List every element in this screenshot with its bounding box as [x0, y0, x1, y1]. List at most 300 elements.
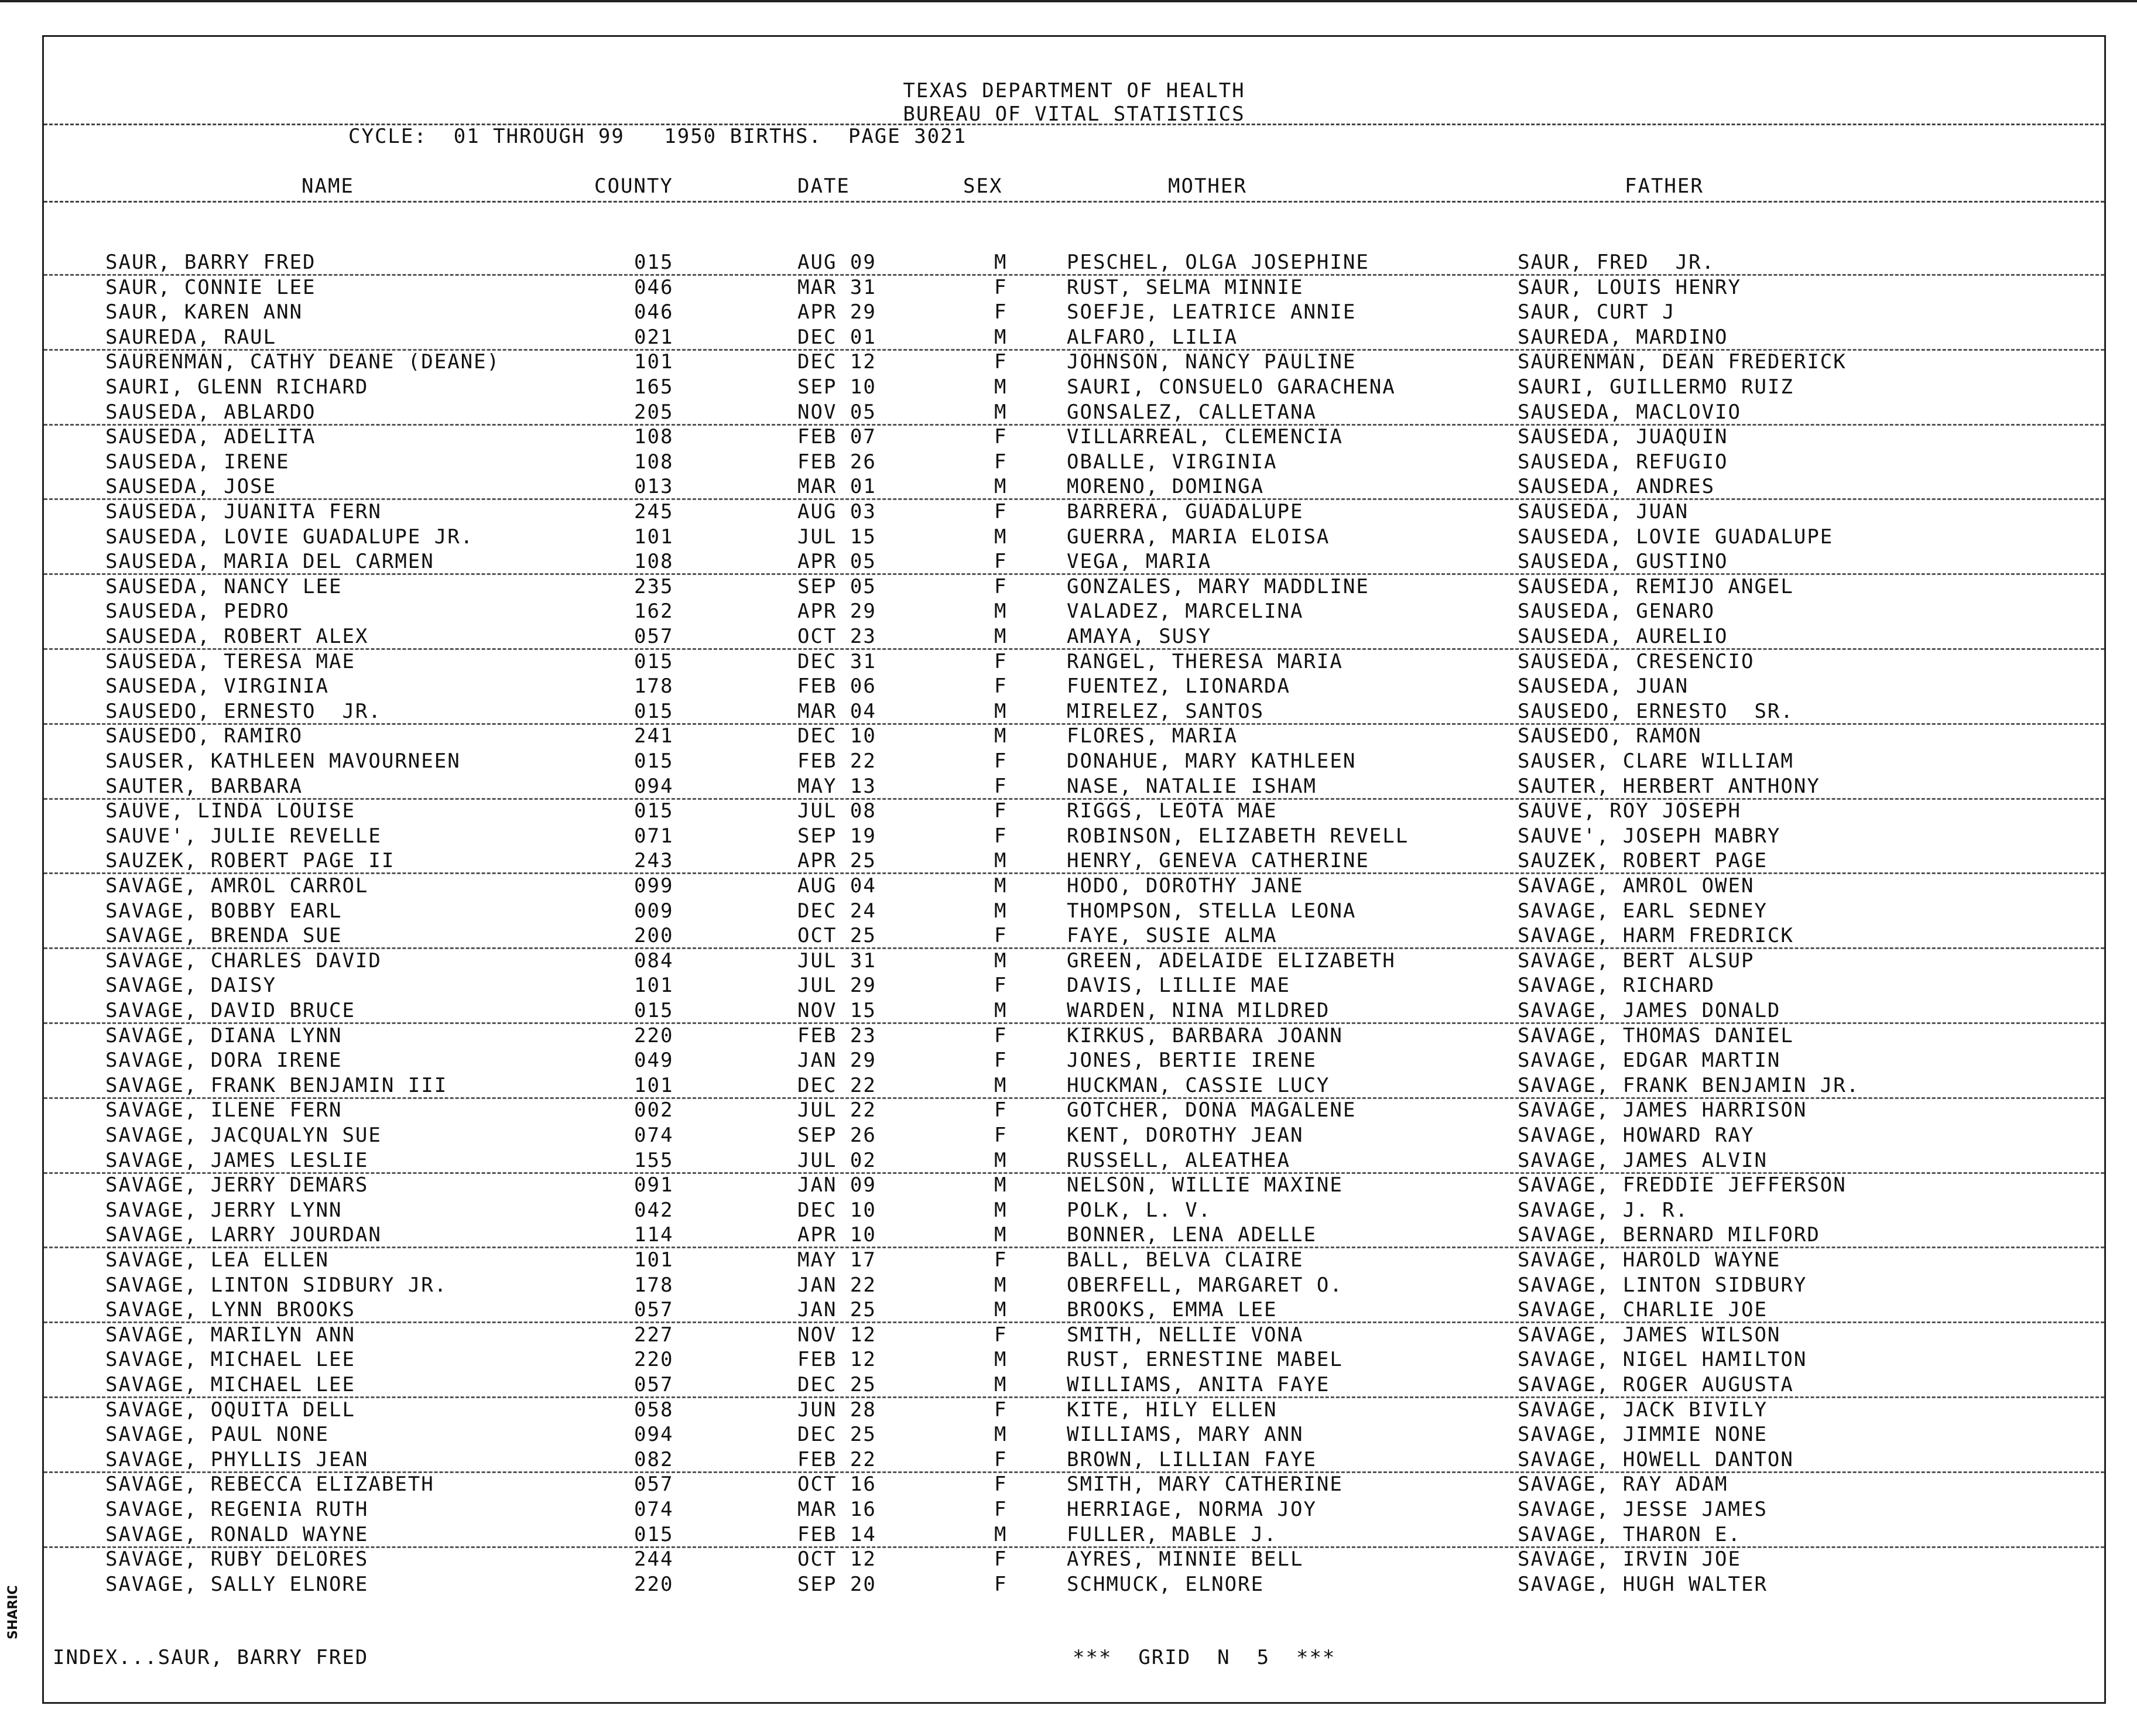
cell-father: SAVAGE, LINTON SIDBURY: [1518, 1273, 1807, 1297]
document-frame: [42, 35, 2106, 1704]
cell-name: SAUSEDA, ABLARDO: [105, 400, 316, 424]
cell-mother: VALADEZ, MARCELINA: [1067, 600, 1304, 624]
cell-county: 049: [634, 1049, 674, 1073]
cell-name: SAVAGE, CHARLES DAVID: [105, 949, 382, 973]
cell-county: 165: [634, 375, 674, 399]
cell-mother: AYRES, MINNIE BELL: [1067, 1547, 1304, 1571]
cell-father: SAVAGE, EDGAR MARTIN: [1518, 1049, 1781, 1073]
cell-father: SAVAGE, BERNARD MILFORD: [1518, 1223, 1820, 1247]
cell-name: SAVAGE, JERRY DEMARS: [105, 1173, 369, 1197]
cell-name: SAVAGE, JAMES LESLIE: [105, 1148, 369, 1172]
cell-name: SAUSEDA, LOVIE GUADALUPE JR.: [105, 525, 474, 549]
cell-father: SAVAGE, CHARLIE JOE: [1518, 1298, 1768, 1322]
cell-mother: BONNER, LENA ADELLE: [1067, 1223, 1317, 1247]
cell-county: 094: [634, 774, 674, 798]
cell-county: 074: [634, 1498, 674, 1521]
cell-county: 057: [634, 1298, 674, 1322]
cell-name: SAUSEDA, VIRGINIA: [105, 674, 329, 698]
table-row: [44, 650, 2104, 674]
cell-father: SAUREDA, MARDINO: [1518, 325, 1728, 349]
table-row: [44, 674, 2104, 699]
cell-father: SAUSEDA, JUAN: [1518, 500, 1689, 523]
cell-county: 015: [634, 699, 674, 723]
cell-mother: NASE, NATALIE ISHAM: [1067, 774, 1317, 798]
table-row: [44, 1149, 2104, 1173]
cell-county: 015: [634, 799, 674, 823]
cell-name: SAVAGE, BRENDA SUE: [105, 924, 343, 948]
cell-sex: M: [994, 375, 1008, 399]
table-row: [44, 450, 2104, 475]
table-row: [44, 1547, 2104, 1572]
cell-mother: FUENTEZ, LIONARDA: [1067, 674, 1290, 698]
cell-name: SAVAGE, OQUITA DELL: [105, 1398, 355, 1422]
table-row: [44, 1173, 2104, 1198]
cell-county: 042: [634, 1198, 674, 1222]
table-row: [44, 400, 2104, 425]
cell-date: FEB 23: [797, 1023, 876, 1047]
column-header-father: FATHER: [1625, 174, 1704, 198]
cell-father: SAUSEDA, AURELIO: [1518, 625, 1728, 648]
cell-date: DEC 12: [797, 350, 876, 374]
cell-father: SAVAGE, FRANK BENJAMIN JR.: [1518, 1073, 1860, 1097]
cell-date: FEB 14: [797, 1522, 876, 1546]
cell-date: SEP 19: [797, 824, 876, 848]
cell-name: SAVAGE, JERRY LYNN: [105, 1198, 343, 1222]
cell-father: SAUSEDA, REFUGIO: [1518, 450, 1728, 474]
cell-name: SAUSEDA, PEDRO: [105, 600, 290, 624]
cell-sex: F: [994, 425, 1008, 449]
cell-father: SAVAGE, EARL SEDNEY: [1518, 899, 1768, 923]
table-row: [44, 276, 2104, 300]
cell-county: 101: [634, 1073, 674, 1097]
cell-date: DEC 10: [797, 1198, 876, 1222]
cell-father: SAVAGE, JAMES WILSON: [1518, 1323, 1781, 1347]
cell-father: SAUSER, CLARE WILLIAM: [1518, 749, 1794, 773]
cell-name: SAUSEDA, TERESA MAE: [105, 649, 355, 673]
cell-name: SAUSEDA, ADELITA: [105, 425, 316, 449]
cell-name: SAUR, KAREN ANN: [105, 300, 303, 324]
cell-county: 021: [634, 325, 674, 349]
cell-county: 101: [634, 974, 674, 998]
cell-mother: NELSON, WILLIE MAXINE: [1067, 1173, 1343, 1197]
cell-county: 178: [634, 1273, 674, 1297]
table-row: [44, 1298, 2104, 1323]
cell-date: SEP 05: [797, 574, 876, 598]
cell-sex: F: [994, 300, 1008, 324]
cell-county: 009: [634, 899, 674, 923]
cell-mother: PESCHEL, OLGA JOSEPHINE: [1067, 251, 1369, 274]
table-row: [44, 799, 2104, 824]
cell-father: SAUR, FRED JR.: [1518, 251, 1715, 274]
cell-name: SAUSER, KATHLEEN MAVOURNEEN: [105, 749, 461, 773]
cell-county: 015: [634, 749, 674, 773]
table-row: [44, 899, 2104, 924]
cell-name: SAVAGE, DAISY: [105, 974, 277, 998]
cell-father: SAVAGE, JESSE JAMES: [1518, 1498, 1768, 1521]
cell-date: DEC 25: [797, 1423, 876, 1447]
cell-county: 108: [634, 425, 674, 449]
cell-father: SAUZEK, ROBERT PAGE: [1518, 849, 1768, 873]
column-header-rule: [44, 201, 2104, 203]
cell-name: SAUSEDA, NANCY LEE: [105, 574, 343, 598]
cell-name: SAUSEDO, ERNESTO JR.: [105, 699, 382, 723]
cell-father: SAUTER, HERBERT ANTHONY: [1518, 774, 1820, 798]
cell-name: SAVAGE, LINTON SIDBURY JR.: [105, 1273, 448, 1297]
cell-mother: KENT, DOROTHY JEAN: [1067, 1124, 1304, 1147]
cell-sex: F: [994, 824, 1008, 848]
cell-father: SAURENMAN, DEAN FREDERICK: [1518, 350, 1847, 374]
cell-sex: F: [994, 974, 1008, 998]
table-row: [44, 974, 2104, 998]
cell-date: MAR 01: [797, 475, 876, 499]
cell-mother: SMITH, MARY CATHERINE: [1067, 1473, 1343, 1497]
cell-sex: F: [994, 1398, 1008, 1422]
cell-father: SAVAGE, JAMES DONALD: [1518, 999, 1781, 1022]
cell-father: SAUSEDA, LOVIE GUADALUPE: [1518, 525, 1834, 549]
cell-mother: SCHMUCK, ELNORE: [1067, 1572, 1265, 1596]
cell-mother: JONES, BERTIE IRENE: [1067, 1049, 1317, 1073]
cell-mother: KIRKUS, BARBARA JOANN: [1067, 1023, 1343, 1047]
cell-sex: F: [994, 1572, 1008, 1596]
cell-father: SAUSEDA, MACLOVIO: [1518, 400, 1741, 424]
cell-date: OCT 23: [797, 625, 876, 648]
cell-sex: M: [994, 1298, 1008, 1322]
table-row: [44, 625, 2104, 649]
cell-date: NOV 15: [797, 999, 876, 1022]
cell-mother: RIGGS, LEOTA MAE: [1067, 799, 1278, 823]
cell-name: SAVAGE, LARRY JOURDAN: [105, 1223, 382, 1247]
cell-date: SEP 10: [797, 375, 876, 399]
cell-county: 058: [634, 1398, 674, 1422]
table-row: [44, 924, 2104, 949]
cell-date: JAN 25: [797, 1298, 876, 1322]
table-row: [44, 1398, 2104, 1423]
cell-mother: ALFARO, LILIA: [1067, 325, 1238, 349]
cell-father: SAVAGE, RICHARD: [1518, 974, 1715, 998]
cell-county: 057: [634, 1373, 674, 1396]
cell-county: 099: [634, 874, 674, 898]
table-row: [44, 849, 2104, 874]
cell-mother: RUST, ERNESTINE MABEL: [1067, 1348, 1343, 1372]
table-row: [44, 724, 2104, 749]
cell-mother: HENRY, GENEVA CATHERINE: [1067, 849, 1369, 873]
table-row: [44, 1423, 2104, 1447]
cell-date: FEB 07: [797, 425, 876, 449]
cell-sex: M: [994, 525, 1008, 549]
cell-date: DEC 01: [797, 325, 876, 349]
grid-footer: *** GRID N 5 ***: [1073, 1646, 1336, 1669]
cell-name: SAVAGE, BOBBY EARL: [105, 899, 343, 923]
cell-sex: F: [994, 1248, 1008, 1272]
cell-county: 220: [634, 1023, 674, 1047]
bureau-title: BUREAU OF VITAL STATISTICS: [903, 102, 1245, 126]
cell-father: SAVAGE, JIMMIE NONE: [1518, 1423, 1768, 1447]
cell-county: 235: [634, 574, 674, 598]
cell-father: SAUSEDA, JUAQUIN: [1518, 425, 1728, 449]
cell-mother: WILLIAMS, MARY ANN: [1067, 1423, 1304, 1447]
cell-date: MAY 17: [797, 1248, 876, 1272]
cell-date: JUL 29: [797, 974, 876, 998]
cell-date: FEB 22: [797, 1447, 876, 1471]
cell-father: SAVAGE, THARON E.: [1518, 1522, 1741, 1546]
cell-date: JUL 22: [797, 1098, 876, 1122]
cell-father: SAUR, CURT J: [1518, 300, 1676, 324]
cell-sex: F: [994, 1049, 1008, 1073]
cell-sex: F: [994, 1124, 1008, 1147]
column-header-mother: MOTHER: [1168, 174, 1247, 198]
cell-county: 082: [634, 1447, 674, 1471]
cell-sex: F: [994, 1473, 1008, 1497]
cell-name: SAUSEDA, IRENE: [105, 450, 290, 474]
cell-sex: F: [994, 1323, 1008, 1347]
cell-name: SAVAGE, RONALD WAYNE: [105, 1522, 369, 1546]
cell-county: 084: [634, 949, 674, 973]
cell-mother: DAVIS, LILLIE MAE: [1067, 974, 1290, 998]
cell-mother: FAYE, SUSIE ALMA: [1067, 924, 1278, 948]
cell-date: OCT 16: [797, 1473, 876, 1497]
table-row: [44, 1573, 2104, 1597]
cell-name: SAUVE', JULIE REVELLE: [105, 824, 382, 848]
cell-county: 013: [634, 475, 674, 499]
cell-mother: VEGA, MARIA: [1067, 550, 1212, 574]
table-row: [44, 700, 2104, 724]
cell-father: SAUR, LOUIS HENRY: [1518, 275, 1741, 299]
cell-date: JAN 29: [797, 1049, 876, 1073]
cell-mother: GONZALES, MARY MADDLINE: [1067, 574, 1369, 598]
cell-sex: M: [994, 1348, 1008, 1372]
cell-sex: F: [994, 1498, 1008, 1521]
cell-date: JUL 02: [797, 1148, 876, 1172]
cell-sex: M: [994, 1148, 1008, 1172]
cell-sex: F: [994, 649, 1008, 673]
cell-mother: DONAHUE, MARY KATHLEEN: [1067, 749, 1357, 773]
cell-father: SAVAGE, BERT ALSUP: [1518, 949, 1755, 973]
cell-name: SAVAGE, PHYLLIS JEAN: [105, 1447, 369, 1471]
table-row: [44, 1199, 2104, 1223]
cell-sex: F: [994, 275, 1008, 299]
cell-county: 220: [634, 1348, 674, 1372]
cell-mother: VILLARREAL, CLEMENCIA: [1067, 425, 1343, 449]
cell-sex: F: [994, 350, 1008, 374]
index-footer: INDEX...SAUR, BARRY FRED: [53, 1646, 369, 1669]
cell-county: 046: [634, 275, 674, 299]
cell-name: SAUSEDA, MARIA DEL CARMEN: [105, 550, 434, 574]
cell-name: SAURI, GLENN RICHARD: [105, 375, 369, 399]
cell-name: SAVAGE, AMROL CARROL: [105, 874, 369, 898]
cell-father: SAVAGE, HAROLD WAYNE: [1518, 1248, 1781, 1272]
cell-county: 071: [634, 824, 674, 848]
cell-sex: M: [994, 625, 1008, 648]
cell-mother: SMITH, NELLIE VONA: [1067, 1323, 1304, 1347]
cell-mother: RANGEL, THERESA MARIA: [1067, 649, 1343, 673]
table-row: [44, 775, 2104, 799]
cell-father: SAUSEDA, ANDRES: [1518, 475, 1715, 499]
cell-mother: OBERFELL, MARGARET O.: [1067, 1273, 1343, 1297]
cell-sex: M: [994, 600, 1008, 624]
cell-county: 178: [634, 674, 674, 698]
cell-date: AUG 03: [797, 500, 876, 523]
cell-county: 108: [634, 550, 674, 574]
cell-father: SAUSEDA, GENARO: [1518, 600, 1715, 624]
cell-name: SAVAGE, MARILYN ANN: [105, 1323, 355, 1347]
cell-date: MAR 04: [797, 699, 876, 723]
cell-father: SAVAGE, IRVIN JOE: [1518, 1547, 1741, 1571]
cell-father: SAVAGE, JAMES ALVIN: [1518, 1148, 1768, 1172]
cell-county: 091: [634, 1173, 674, 1197]
cell-mother: FLORES, MARIA: [1067, 724, 1238, 748]
cell-date: SEP 26: [797, 1124, 876, 1147]
column-header-date: DATE: [797, 174, 850, 198]
table-row: [44, 375, 2104, 400]
cell-county: 002: [634, 1098, 674, 1122]
side-mark: SHARIC: [6, 1585, 20, 1639]
table-row: [44, 575, 2104, 600]
table-row: [44, 1498, 2104, 1522]
cell-sex: F: [994, 924, 1008, 948]
cell-mother: BARRERA, GUADALUPE: [1067, 500, 1304, 523]
cell-date: DEC 25: [797, 1373, 876, 1396]
cell-county: 243: [634, 849, 674, 873]
cell-date: AUG 09: [797, 251, 876, 274]
cell-sex: F: [994, 1547, 1008, 1571]
cell-sex: M: [994, 899, 1008, 923]
cell-date: AUG 04: [797, 874, 876, 898]
cell-sex: F: [994, 674, 1008, 698]
cell-mother: MORENO, DOMINGA: [1067, 475, 1265, 499]
column-header-name: NAME: [302, 174, 354, 198]
table-row: [44, 1448, 2104, 1473]
cell-mother: HUCKMAN, CASSIE LUCY: [1067, 1073, 1330, 1097]
cell-name: SAVAGE, RUBY DELORES: [105, 1547, 369, 1571]
cell-sex: F: [994, 574, 1008, 598]
cell-father: SAVAGE, HARM FREDRICK: [1518, 924, 1794, 948]
cell-mother: FULLER, MABLE J.: [1067, 1522, 1278, 1546]
cell-name: SAVAGE, DAVID BRUCE: [105, 999, 355, 1022]
table-row: [44, 1124, 2104, 1148]
cell-mother: HERRIAGE, NORMA JOY: [1067, 1498, 1317, 1521]
cell-date: JUL 31: [797, 949, 876, 973]
cell-father: SAUSEDA, CRESENCIO: [1518, 649, 1755, 673]
cell-name: SAVAGE, SALLY ELNORE: [105, 1572, 369, 1596]
cell-sex: M: [994, 699, 1008, 723]
cell-date: DEC 22: [797, 1073, 876, 1097]
table-row: [44, 326, 2104, 350]
cell-county: 015: [634, 999, 674, 1022]
cell-mother: JOHNSON, NANCY PAULINE: [1067, 350, 1357, 374]
table-row: [44, 475, 2104, 499]
cell-name: SAUSEDA, JUANITA FERN: [105, 500, 382, 523]
cycle-line: CYCLE: 01 THROUGH 99 1950 BIRTHS. PAGE 3021: [348, 125, 967, 148]
cell-name: SAUR, CONNIE LEE: [105, 275, 316, 299]
cell-name: SAUSEDA, ROBERT ALEX: [105, 625, 369, 648]
table-row: [44, 1074, 2104, 1098]
cell-mother: BROWN, LILLIAN FAYE: [1067, 1447, 1317, 1471]
table-row: [44, 1323, 2104, 1348]
cell-name: SAVAGE, DIANA LYNN: [105, 1023, 343, 1047]
cell-date: DEC 31: [797, 649, 876, 673]
cell-mother: BALL, BELVA CLAIRE: [1067, 1248, 1304, 1272]
cell-county: 205: [634, 400, 674, 424]
column-header-county: COUNTY: [594, 174, 673, 198]
cell-sex: M: [994, 475, 1008, 499]
cell-county: 094: [634, 1423, 674, 1447]
table-row: [44, 874, 2104, 899]
cell-sex: M: [994, 325, 1008, 349]
cell-date: OCT 12: [797, 1547, 876, 1571]
cell-father: SAVAGE, J. R.: [1518, 1198, 1689, 1222]
cell-sex: M: [994, 1423, 1008, 1447]
cell-father: SAVAGE, NIGEL HAMILTON: [1518, 1348, 1807, 1372]
cell-name: SAUR, BARRY FRED: [105, 251, 316, 274]
cell-sex: M: [994, 1273, 1008, 1297]
cell-mother: SAURI, CONSUELO GARACHENA: [1067, 375, 1396, 399]
table-row: [44, 1273, 2104, 1298]
cell-sex: F: [994, 749, 1008, 773]
cell-mother: THOMPSON, STELLA LEONA: [1067, 899, 1357, 923]
cell-mother: AMAYA, SUSY: [1067, 625, 1212, 648]
cell-sex: F: [994, 799, 1008, 823]
cell-name: SAVAGE, MICHAEL LEE: [105, 1348, 355, 1372]
cell-date: FEB 06: [797, 674, 876, 698]
cell-sex: F: [994, 1023, 1008, 1047]
cell-mother: OBALLE, VIRGINIA: [1067, 450, 1278, 474]
cell-date: APR 10: [797, 1223, 876, 1247]
cell-sex: M: [994, 1373, 1008, 1396]
cell-date: APR 05: [797, 550, 876, 574]
cell-mother: GONSALEZ, CALLETANA: [1067, 400, 1317, 424]
top-rule: [0, 0, 2137, 2]
cell-mother: WILLIAMS, ANITA FAYE: [1067, 1373, 1330, 1396]
cell-sex: M: [994, 1223, 1008, 1247]
cell-father: SAUSEDO, RAMON: [1518, 724, 1702, 748]
cell-sex: M: [994, 849, 1008, 873]
cell-father: SAVAGE, RAY ADAM: [1518, 1473, 1728, 1497]
cell-mother: HODO, DOROTHY JANE: [1067, 874, 1304, 898]
cell-name: SAUVE, LINDA LOUISE: [105, 799, 355, 823]
table-row: [44, 350, 2104, 375]
cell-date: DEC 10: [797, 724, 876, 748]
cell-county: 241: [634, 724, 674, 748]
cell-county: 057: [634, 1473, 674, 1497]
cell-date: FEB 26: [797, 450, 876, 474]
cell-date: FEB 12: [797, 1348, 876, 1372]
cell-father: SAVAGE, AMROL OWEN: [1518, 874, 1755, 898]
cell-mother: POLK, L. V.: [1067, 1198, 1212, 1222]
cell-name: SAVAGE, REBECCA ELIZABETH: [105, 1473, 434, 1497]
cell-mother: GUERRA, MARIA ELOISA: [1067, 525, 1330, 549]
cell-name: SAVAGE, PAUL NONE: [105, 1423, 329, 1447]
table-row: [44, 1348, 2104, 1372]
table-row: [44, 600, 2104, 624]
cell-father: SAVAGE, FREDDIE JEFFERSON: [1518, 1173, 1847, 1197]
cell-county: 101: [634, 1248, 674, 1272]
cell-name: SAUREDA, RAUL: [105, 325, 277, 349]
cell-mother: WARDEN, NINA MILDRED: [1067, 999, 1330, 1022]
cell-county: 101: [634, 525, 674, 549]
cell-name: SAUSEDA, JOSE: [105, 475, 277, 499]
column-header-sex: SEX: [963, 174, 1003, 198]
cell-father: SAUSEDA, JUAN: [1518, 674, 1689, 698]
cell-date: MAR 16: [797, 1498, 876, 1521]
cell-sex: M: [994, 1073, 1008, 1097]
cell-sex: F: [994, 1447, 1008, 1471]
cell-name: SAVAGE, ILENE FERN: [105, 1098, 343, 1122]
cell-sex: M: [994, 251, 1008, 274]
cell-county: 057: [634, 625, 674, 648]
cell-date: DEC 24: [797, 899, 876, 923]
cell-sex: F: [994, 500, 1008, 523]
cell-father: SAURI, GUILLERMO RUIZ: [1518, 375, 1794, 399]
